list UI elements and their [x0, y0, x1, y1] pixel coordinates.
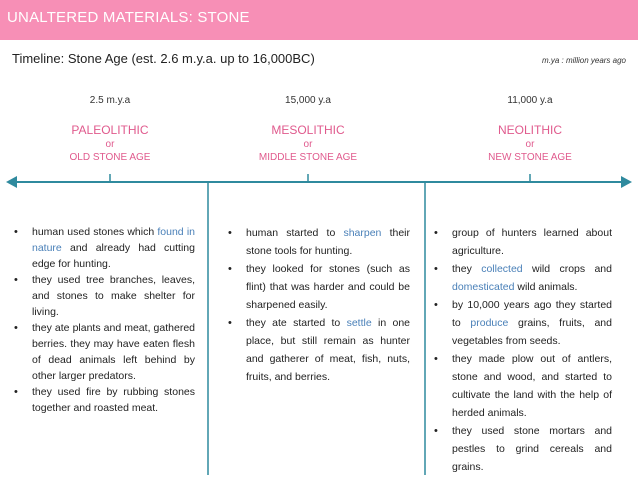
era-or: or — [303, 139, 313, 150]
era-or: or — [105, 139, 115, 150]
neolithic-list — [430, 224, 612, 476]
era-name: MESOLITHIC — [271, 123, 345, 137]
mesolithic-list — [224, 224, 410, 386]
list-item: • human started to sharpen their stone tools for hunting. — [224, 224, 410, 260]
era-date: 11,000 y.a — [507, 95, 553, 106]
era-alt-name: MIDDLE STONE AGE — [258, 152, 358, 163]
list-item: • they used tree branches, leaves, and stones to make shelter for living. — [10, 272, 195, 320]
mesolithic-column — [224, 224, 410, 386]
neolithic-column — [430, 224, 612, 476]
paleolithic-column — [10, 224, 195, 416]
list-item: • they collected wild crops and domesticated wild animals. — [430, 260, 612, 296]
list-item: • group of hunters learned about agriculture. — [430, 224, 612, 260]
right-arrow-icon — [621, 176, 632, 188]
era-date: 2.5 m.y.a — [89, 95, 131, 106]
era-alt-name: OLD STONE AGE — [69, 152, 151, 163]
era-alt-name: NEW STONE AGE — [488, 152, 572, 163]
era-name: PALEOLITHIC — [71, 123, 149, 137]
list-item: • they looked for stones (such as flint) that was harder and could be sharpened easily. — [224, 260, 410, 314]
era-or: or — [525, 139, 535, 150]
list-item: • by 10,000 years ago they started to produce grains, fruits, and vegetables from seeds. — [430, 296, 612, 350]
abbreviation-note: m.ya : million years ago — [541, 56, 626, 65]
list-item: • they used stone mortars and pestles to grind cereals and grains. — [430, 422, 612, 476]
list-item: • they ate plants and meat, gathered berries. they may have eaten flesh of dead animals left behind by other larger predators. — [10, 320, 195, 384]
list-item: • human used stones which found in nature and already had cutting edge for hunting. — [10, 224, 195, 272]
list-item: • they made plow out of antlers, stone and wood, and started to cultivate the land with the help of herded animals. — [430, 350, 612, 422]
era-name: NEOLITHIC — [497, 123, 562, 137]
list-item: • they ate started to settle in one place, but still remain as hunter and gatherer of meat, fish, nuts, fruits, and berries. — [224, 314, 410, 386]
timeline-heading: Timeline: Stone Age (est. 2.6 m.y.a. up to 16,000BC) — [12, 51, 315, 66]
left-arrow-icon — [6, 176, 17, 188]
page-title: UNALTERED MATERIALS: STONE — [7, 9, 250, 26]
list-item: • they used fire by rubbing stones together and roasted meat. — [10, 384, 195, 416]
era-date: 15,000 y.a — [285, 95, 331, 106]
paleolithic-list — [10, 224, 195, 416]
